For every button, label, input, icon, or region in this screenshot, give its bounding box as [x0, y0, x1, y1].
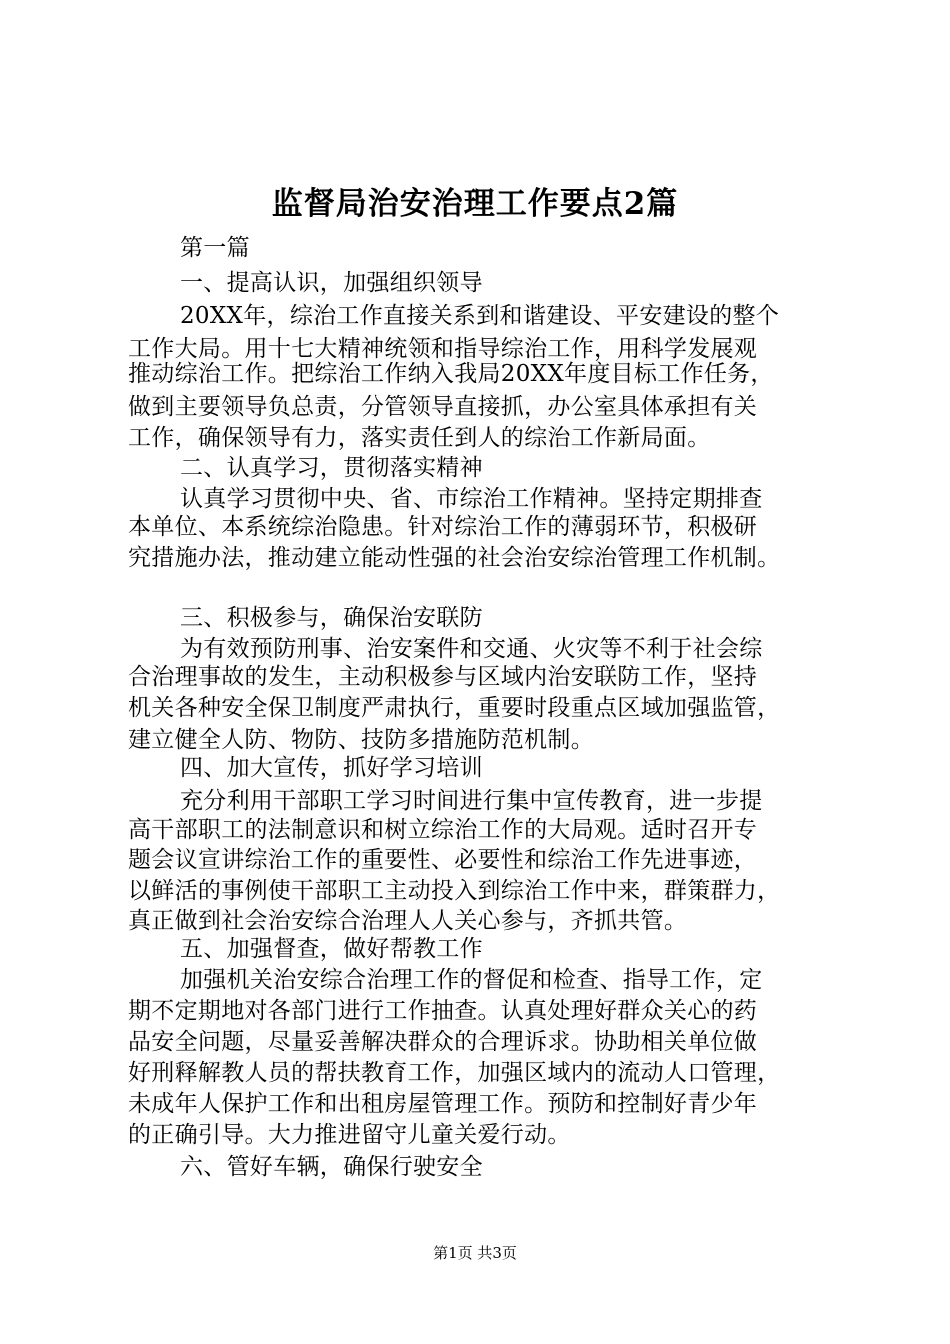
heading-5: 五、加强督查，做好帮教工作 [180, 936, 483, 962]
paragraph-line: 品安全问题，尽量妥善解决群众的合理诉求。协助相关单位做 [128, 1029, 758, 1055]
paragraph-line: 期不定期地对各部门进行工作抽查。认真处理好群众关心的药 [128, 998, 758, 1024]
paragraph-line: 加强机关治安综合治理工作的督促和检查、指导工作，定 [180, 967, 763, 993]
paragraph-line: 充分利用干部职工学习时间进行集中宣传教育，进一步提 [180, 788, 763, 814]
paragraph-line: 机关各种安全保卫制度严肃执行，重要时段重点区域加强监管， [128, 695, 781, 721]
paragraph-line: 做到主要领导负总责，分管领导直接抓，办公室具体承担有关 [128, 394, 758, 420]
paragraph-line: 题会议宣讲综治工作的重要性、必要性和综治工作先进事迹， [128, 847, 758, 873]
paragraph-line: 为有效预防刑事、治安案件和交通、火灾等不利于社会综 [180, 636, 763, 662]
paragraph-line: 认真学习贯彻中央、省、市综治工作精神。坚持定期排查 [180, 486, 763, 512]
paragraph-line: 真正做到社会治安综合治理人人关心参与，齐抓共管。 [128, 908, 688, 934]
paragraph-line: 高干部职工的法制意识和树立综治工作的大局观。适时召开专 [128, 817, 758, 843]
paragraph-line: 的正确引导。大力推进留守儿童关爱行动。 [128, 1122, 571, 1148]
heading-6: 六、管好车辆，确保行驶安全 [180, 1154, 483, 1180]
heading-3: 三、积极参与，确保治安联防 [180, 605, 483, 631]
heading-1: 一、提高认识，加强组织领导 [180, 270, 483, 296]
paragraph-line: 工作大局。用十七大精神统领和指导综治工作，用科学发展观 [128, 336, 758, 362]
section-label: 第一篇 [180, 235, 250, 261]
heading-2: 二、认真学习，贯彻落实精神 [180, 455, 483, 481]
document-title: 监督局治安治理工作要点2篇 [271, 186, 679, 222]
paragraph-line: 20XX年，综治工作直接关系到和谐建设、平安建设的整个 [180, 303, 780, 329]
heading-4: 四、加大宣传，抓好学习培训 [180, 755, 483, 781]
paragraph-line: 究措施办法，推动建立能动性强的社会治安综治管理工作机制。 [128, 545, 781, 571]
paragraph-line: 本单位、本系统综治隐患。针对综治工作的薄弱环节，积极研 [128, 514, 758, 540]
page-footer: 第1页 共3页 [433, 1244, 517, 1262]
paragraph-line: 推动综治工作。把综治工作纳入我局20XX年度目标工作任务， [128, 361, 774, 387]
paragraph-line: 未成年人保护工作和出租房屋管理工作。预防和控制好青少年 [128, 1091, 758, 1117]
paragraph-line: 工作，确保领导有力，落实责任到人的综治工作新局面。 [128, 425, 711, 451]
paragraph-line: 以鲜活的事例使干部职工主动投入到综治工作中来，群策群力， [128, 878, 781, 904]
paragraph-line: 建立健全人防、物防、技防多措施防范机制。 [128, 727, 594, 753]
paragraph-line: 好刑释解教人员的帮扶教育工作，加强区域内的流动人口管理， [128, 1060, 781, 1086]
paragraph-line: 合治理事故的发生，主动积极参与区域内治安联防工作，坚持 [128, 664, 758, 690]
